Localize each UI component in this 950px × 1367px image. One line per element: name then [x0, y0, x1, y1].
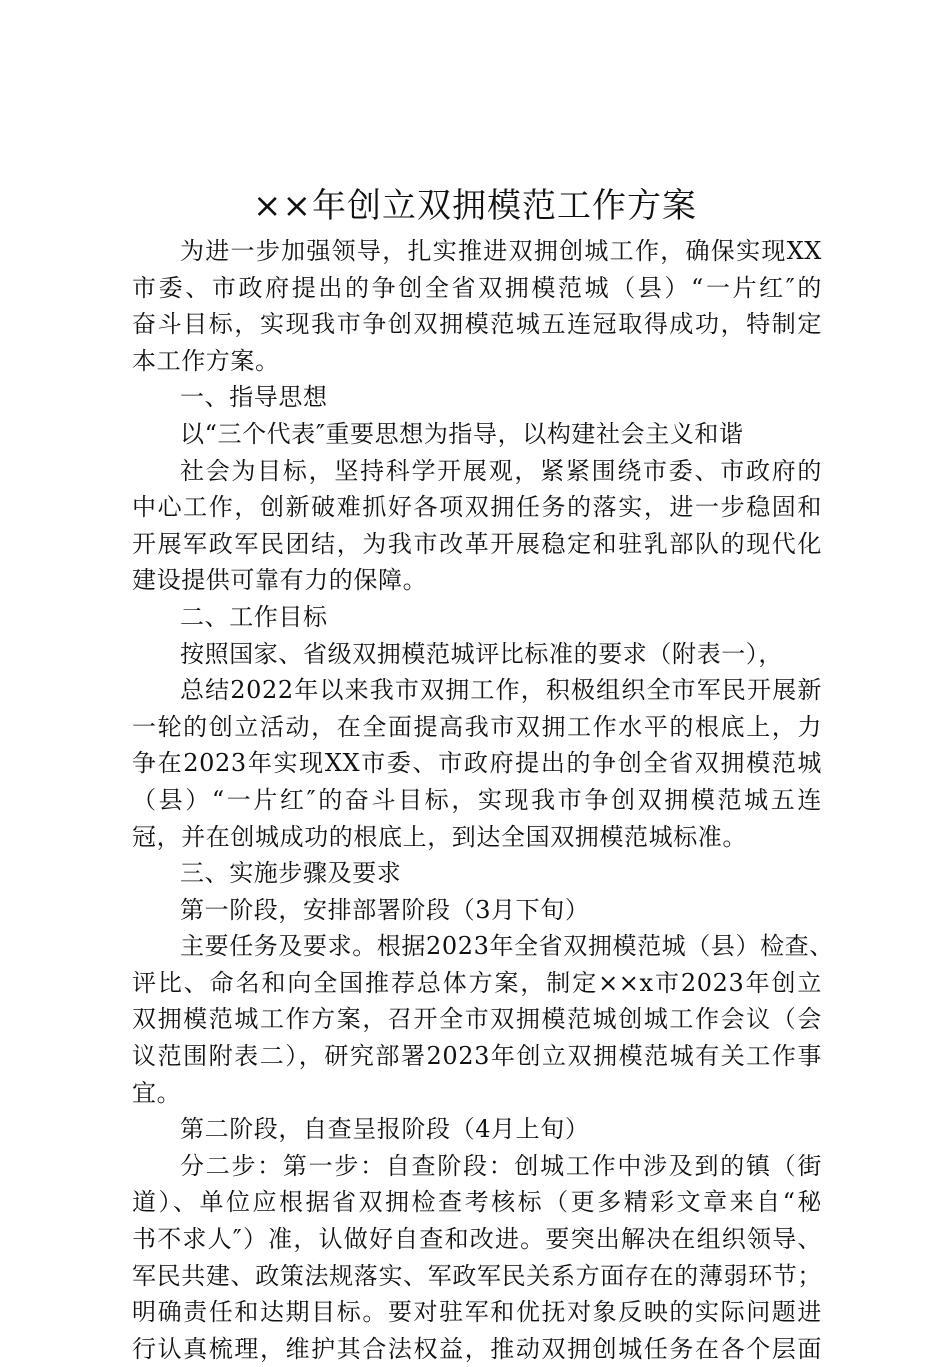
- text-line: 争在2023年实现XX市委、市政府提出的争创全省双拥模范城: [132, 749, 822, 778]
- text-line: 行认真梳理，维护其合法权益，推动双拥创城任务在各个层面: [132, 1334, 822, 1363]
- text-line: 分二步：第一步：自查阶段：创城工作中涉及到的镇（街: [180, 1151, 822, 1180]
- text-line: 建设提供可靠有力的保障。: [132, 566, 428, 595]
- text-line: 为进一步加强领导，扎实推进双拥创城工作，确保实现XX: [180, 237, 822, 265]
- text-line: 奋斗目标，实现我市争创双拥模范城五连冠取得成功，特制定: [132, 310, 822, 339]
- text-line: 按照国家、省级双拥模范城评比标准的要求（附表一），: [180, 639, 783, 668]
- text-line: 主要任务及要求。根据2023年全省双拥模范城（县）检查、: [180, 932, 834, 961]
- text-line: 第二阶段，自查呈报阶段（4月上旬）: [180, 1115, 590, 1144]
- document-title: ××年创立双拥模范工作方案: [253, 186, 697, 226]
- text-line: （县）“一片红″的奋斗目标，实现我市争创双拥模范城五连: [132, 785, 822, 814]
- text-line: 二、工作目标: [180, 602, 328, 631]
- text-line: 以“三个代表″重要思想为指导，以构建社会主义和谐: [180, 419, 744, 448]
- text-line: 书不求人″）准，认做好自查和改进。要突出解决在组织领导、: [132, 1225, 822, 1254]
- text-line: 社会为目标，坚持科学开展观，紧紧围绕市委、市政府的: [180, 456, 822, 485]
- text-line: 中心工作，创新破难抓好各项双拥任务的落实，进一步稳固和: [132, 493, 822, 522]
- text-line: 本工作方案。: [132, 346, 280, 375]
- text-line: 议范围附表二），研究部署2023年创立双拥模范城有关工作事: [132, 1042, 822, 1071]
- text-line: 军民共建、政策法规落实、军政军民关系方面存在的薄弱环节；: [132, 1261, 822, 1290]
- text-line: 第一阶段，安排部署阶段（3月下旬）: [180, 895, 590, 924]
- text-line: 一、指导思想: [180, 383, 328, 412]
- text-line: 双拥模范城工作方案，召开全市双拥模范城创城工作会议（会: [132, 1005, 822, 1034]
- text-line: 道）、单位应根据省双拥检查考核标（更多精彩文章来自“秘: [132, 1188, 822, 1217]
- text-line: 市委、市政府提出的争创全省双拥模范城（县）“一片红″的: [132, 273, 822, 302]
- text-line: 总结2022年以来我市双拥工作，积极组织全市军民开展新: [180, 676, 822, 705]
- text-line: 三、实施步骤及要求: [180, 859, 402, 888]
- text-line: 评比、命名和向全国推荐总体方案，制定××x市2023年创立: [132, 968, 822, 997]
- text-line: 宜。: [132, 1078, 182, 1107]
- text-line: 一轮的创立活动，在全面提高我市双拥工作水平的根底上，力: [132, 712, 822, 741]
- text-line: 冠，并在创城成功的根底上，到达全国双拥模范城标准。: [132, 822, 747, 851]
- text-line: 明确责任和达期目标。要对驻军和优抚对象反映的实际问题进: [132, 1298, 822, 1327]
- text-line: 开展军政军民团结，为我市改革开展稳定和驻乳部队的现代化: [132, 529, 822, 558]
- document-body: [132, 233, 834, 1367]
